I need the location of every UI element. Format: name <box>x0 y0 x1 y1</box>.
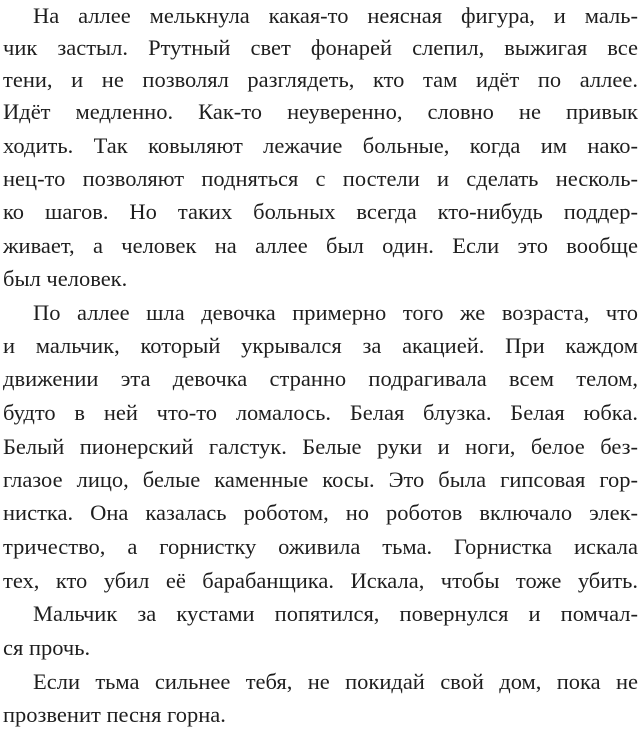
text-line: нистка. Она казалась роботом, но роботов включало элек- <box>3 500 638 525</box>
text-line: По аллее шла девочка примерно того же возраста, что <box>33 300 638 325</box>
text-line: тех, кто убил её барабанщика. Искала, чтобы тоже убить. <box>3 568 638 593</box>
text-line: движении эта девочка странно подрагивала всем телом, <box>3 366 638 391</box>
text-line: прозвенит песня горна. <box>3 702 226 727</box>
text-line: был человек. <box>3 266 128 291</box>
text-line: ко шагов. Но таких больных всегда кто-нибудь поддер- <box>3 199 638 224</box>
text-line: чик застыл. Ртутный свет фонарей слепил, выжигая все <box>3 35 638 60</box>
text-line: живает, а человек на аллее был один. Если это вообще <box>3 233 638 258</box>
text-line: тричество, а горнистку оживила тьма. Горнистка искала <box>3 534 638 559</box>
text-line: будто в ней что-то ломалось. Белая блузка. Белая юбка. <box>3 400 638 425</box>
text-line: и мальчик, который укрывался за акацией. При каждом <box>3 333 638 358</box>
text-line: Идёт медленно. Как-то неуверенно, словно не привык <box>3 99 638 124</box>
text-line: На аллее мелькнула какая-то неясная фигура, и маль- <box>33 3 638 28</box>
text-line: Мальчик за кустами попятился, повернулся и помчал- <box>33 601 638 626</box>
text-line: Белый пионерский галстук. Белые руки и ноги, белое без- <box>3 434 638 459</box>
text-line: Если тьма сильнее тебя, не покидай свой дом, пока не <box>33 669 638 694</box>
text-line: глазое лицо, белые каменные косы. Это была гипсовая гор- <box>3 467 638 492</box>
text-line: ходить. Так ковыляют лежачие больные, когда им нако- <box>3 133 638 158</box>
text-line: ся прочь. <box>3 635 91 660</box>
text-line: тени, и не позволял разглядеть, кто там идёт по аллее. <box>3 67 638 92</box>
text-line: нец-то позволяют подняться с постели и сделать несколь- <box>3 166 638 191</box>
